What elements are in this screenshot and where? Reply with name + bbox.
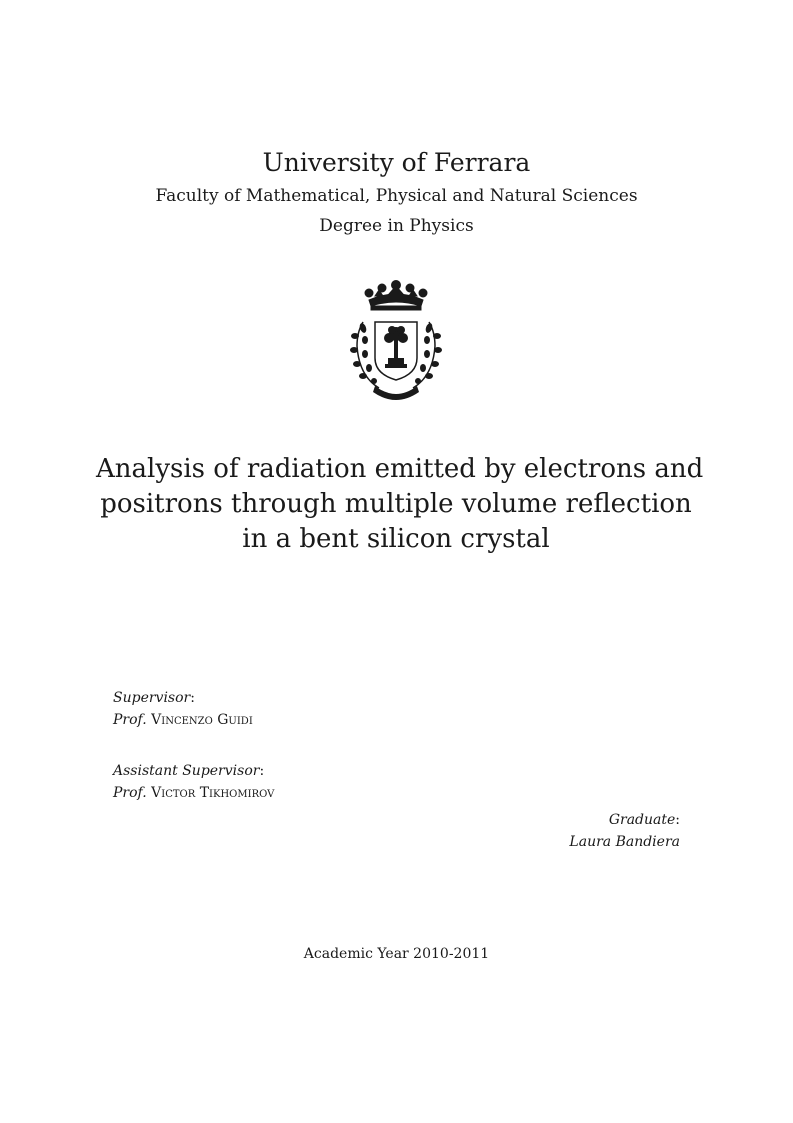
faculty-name: Faculty of Mathematical, Physical and Natural Sciences <box>155 186 638 206</box>
graduate-name: Laura Bandiera <box>569 834 680 850</box>
graduate-block: Graduate: Laura Bandiera <box>569 809 680 853</box>
graduate-label: Graduate <box>608 812 676 828</box>
supervisor-name: Vincenzo Guidi <box>151 712 253 728</box>
university-name: University of Ferrara <box>262 148 531 177</box>
assistant-supervisor-label: Assistant Supervisor <box>113 763 260 779</box>
thesis-title <box>96 452 704 557</box>
university-crest-icon <box>345 280 447 404</box>
thesis-title-line-1: Analysis of radiation emitted by electrons and <box>96 454 704 484</box>
assistant-supervisor-name: Victor Tikhomirov <box>151 785 275 801</box>
academic-year: Academic Year 2010-2011 <box>303 946 490 962</box>
assistant-supervisor-prefix: Prof. <box>113 785 147 801</box>
supervisor-block: Supervisor: Prof. Vincenzo Guidi <box>113 690 253 728</box>
thesis-title-line-2: positrons through multiple volume reflection <box>100 489 692 519</box>
degree-name: Degree in Physics <box>319 216 474 236</box>
supervisor-prefix: Prof. <box>113 712 147 728</box>
assistant-supervisor-block: Assistant Supervisor: Prof. Victor Tikhomirov <box>113 763 275 801</box>
thesis-title-line-3: in a bent silicon crystal <box>242 524 550 554</box>
supervisor-label: Supervisor <box>113 690 191 706</box>
